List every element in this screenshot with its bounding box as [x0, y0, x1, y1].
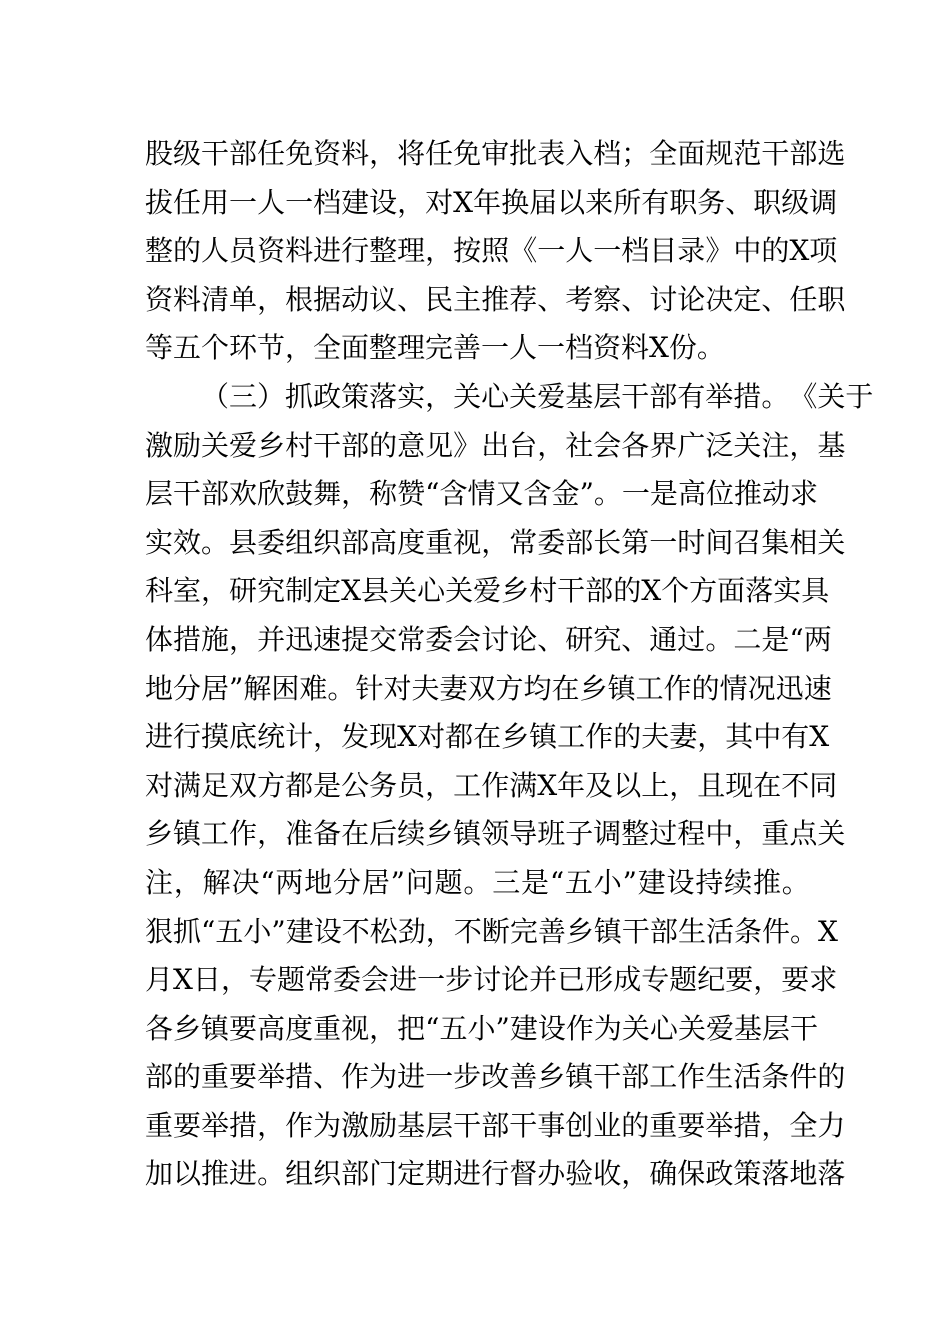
text-line: 资 料 清 单 ， 根 据 动 议 、 民 主 推 荐 、 考 察 、 讨 论 决 定 、 任 职	[145, 282, 846, 316]
text-line: 各 乡 镇 要 高 度 重 视 ， 把 “ 五 小 ” 建 设 作 为 关 心 关 爱 基 层 干	[145, 1011, 819, 1045]
text-line: 部 的 重 要 举 措 、 作 为 进 一 步 改 善 乡 镇 干 部 工 作 生 活 条 件 的	[145, 1060, 846, 1094]
section-heading-line: （ 三 ） 抓 政 策 落 实 ， 关 心 关 爱 基 层 干 部 有 举 措 。 《 关 于	[201, 379, 874, 413]
text-line: 等五个环节，全面整理完善一人一档资料X份。	[145, 331, 725, 365]
text-line: 重 要 举 措 ， 作 为 激 励 基 层 干 部 干 事 创 业 的 重 要 举 措 ， 全 力	[145, 1108, 846, 1142]
text-line: 科 室 ， 研 究 制 定 X 县 关 心 关 爱 乡 村 干 部 的 X 个 方 面 落 实 具	[145, 574, 830, 608]
text-line: 对 满 足 双 方 都 是 公 务 员 ， 工 作 满 X 年 及 以 上 ， 且 现 在 不 同	[145, 768, 838, 802]
text-line: 层 干 部 欢 欣 鼓 舞 ， 称 赞 “ 含 情 又 含 金 ” 。 一 是 高 位 推 动 求	[145, 477, 819, 511]
text-line: 激 励 关 爱 乡 村 干 部 的 意 见 》 出 台 ， 社 会 各 界 广 泛 关 注 ， 基	[145, 428, 846, 462]
text-line: 实 效 。 县 委 组 织 部 高 度 重 视 ， 常 委 部 长 第 一 时 间 召 集 相 关	[145, 525, 846, 559]
text-line: 整 的 人 员 资 料 进 行 整 理 ， 按 照 《 一 人 一 档 目 录 》 中 的 X 项	[145, 234, 838, 268]
text-line: 股 级 干 部 任 免 资 料 ， 将 任 免 审 批 表 入 档 ； 全 面 规 范 干 部 选	[145, 137, 846, 170]
text-line: 加 以 推 进 。 组 织 部 门 定 期 进 行 督 办 验 收 ， 确 保 政 策 落 地 落	[145, 1157, 846, 1191]
text-line: 乡 镇 工 作 ， 准 备 在 后 续 乡 镇 领 导 班 子 调 整 过 程 中 ， 重 点 关	[145, 817, 846, 851]
text-line: 体 措 施 ， 并 迅 速 提 交 常 委 会 讨 论 、 研 究 、 通 过 。 二 是 “ 两	[145, 622, 832, 656]
text-line: 注 ， 解 决 “ 两 地 分 居 ” 问 题 。 三 是 “ 五 小 ” 建 设 持 续 推 。	[145, 865, 810, 899]
text-line: 进 行 摸 底 统 计 ， 发 现 X 对 都 在 乡 镇 工 作 的 夫 妻 ， 其 中 有 X	[145, 720, 830, 754]
body-text	[145, 130, 874, 1199]
text-line: 地 分 居 ” 解 困 难 。 针 对 夫 妻 双 方 均 在 乡 镇 工 作 的 情 况 迅 速	[145, 671, 832, 705]
text-line: 拔 任 用 一 人 一 档 建 设 ， 对 X 年 换 届 以 来 所 有 职 务 、 职 级 调	[145, 185, 838, 219]
text-line: 月 X 日 ， 专 题 常 委 会 进 一 步 讨 论 并 已 形 成 专 题 纪 要 ， 要 求	[145, 963, 838, 997]
text-line: 狠 抓 “ 五 小 ” 建 设 不 松 劲 ， 不 断 完 善 乡 镇 干 部 生 活 条 件 。 X	[145, 914, 838, 948]
